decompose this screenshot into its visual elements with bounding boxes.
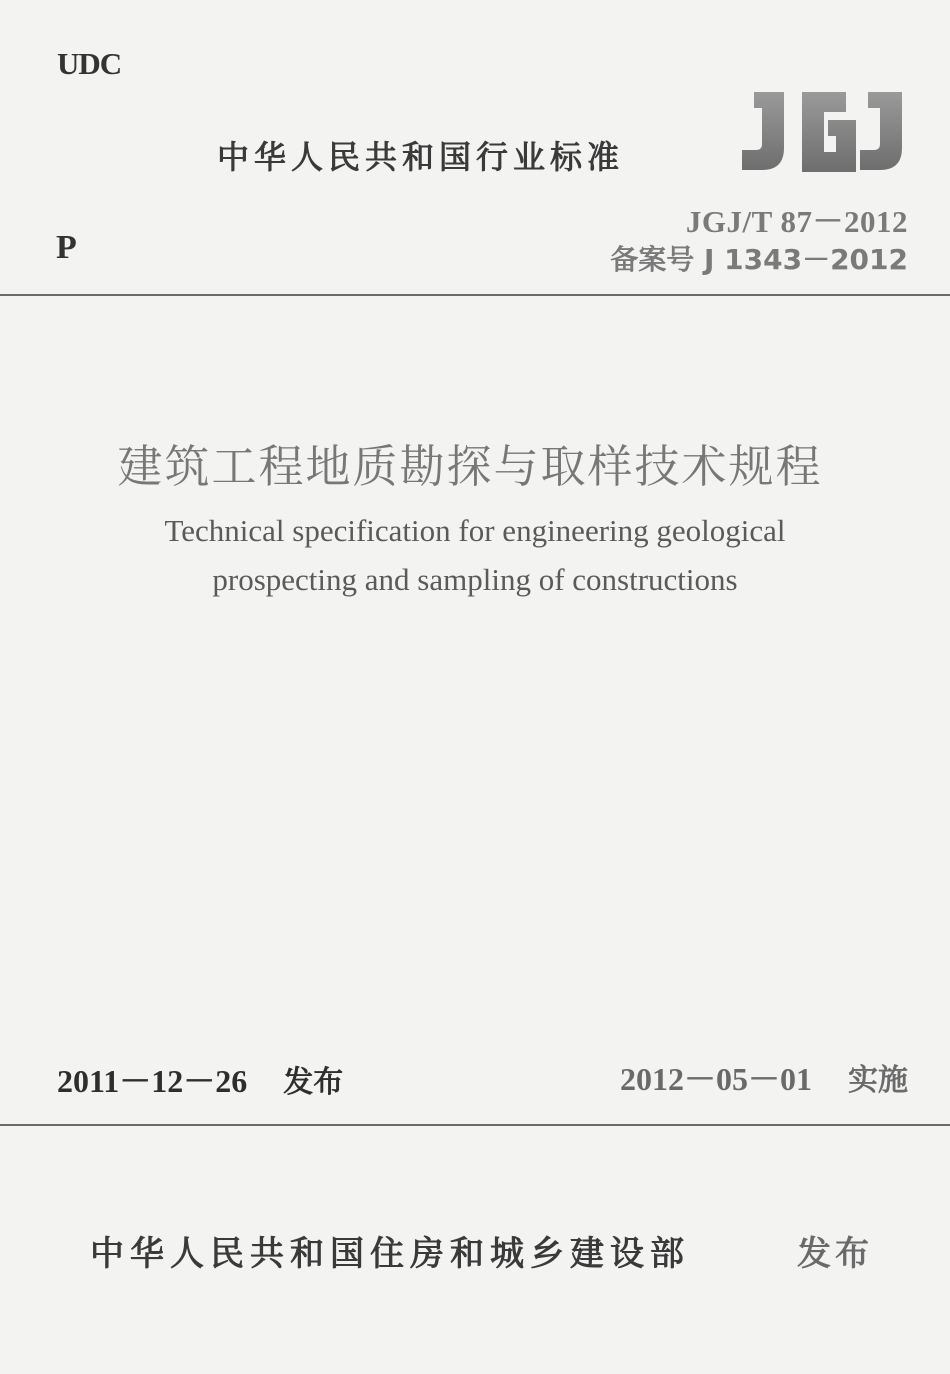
issue-date: 2011－12－26 (57, 1063, 248, 1099)
standard-code: JGJ/T 87－2012 (685, 204, 908, 239)
publisher-name: 中华人民共和国住房和城乡建设部 (90, 1234, 690, 1274)
issue-date-block (57, 1056, 343, 1102)
effective-date: 2012－05－01 (619, 1061, 812, 1097)
issue-label: 发布 (283, 1065, 344, 1100)
record-number: 备案号 J 1343－2012 (610, 243, 908, 276)
top-divider (0, 294, 950, 296)
industry-standard-heading: 中华人民共和国行业标准 (217, 138, 625, 176)
document-title-english-line1: Technical specification for engineering geological (164, 513, 786, 548)
classification-label: P (56, 229, 77, 266)
jgj-logo (736, 86, 912, 176)
effective-date-block (620, 1054, 908, 1100)
effective-label: 实施 (848, 1063, 908, 1098)
publish-label: 发布 (797, 1234, 873, 1274)
bottom-divider (0, 1124, 950, 1126)
document-title-chinese: 建筑工程地质勘探与取样技术规程 (117, 440, 823, 493)
document-title-english-line2: prospecting and sampling of constructions (212, 562, 738, 597)
udc-label: UDC (57, 46, 122, 81)
